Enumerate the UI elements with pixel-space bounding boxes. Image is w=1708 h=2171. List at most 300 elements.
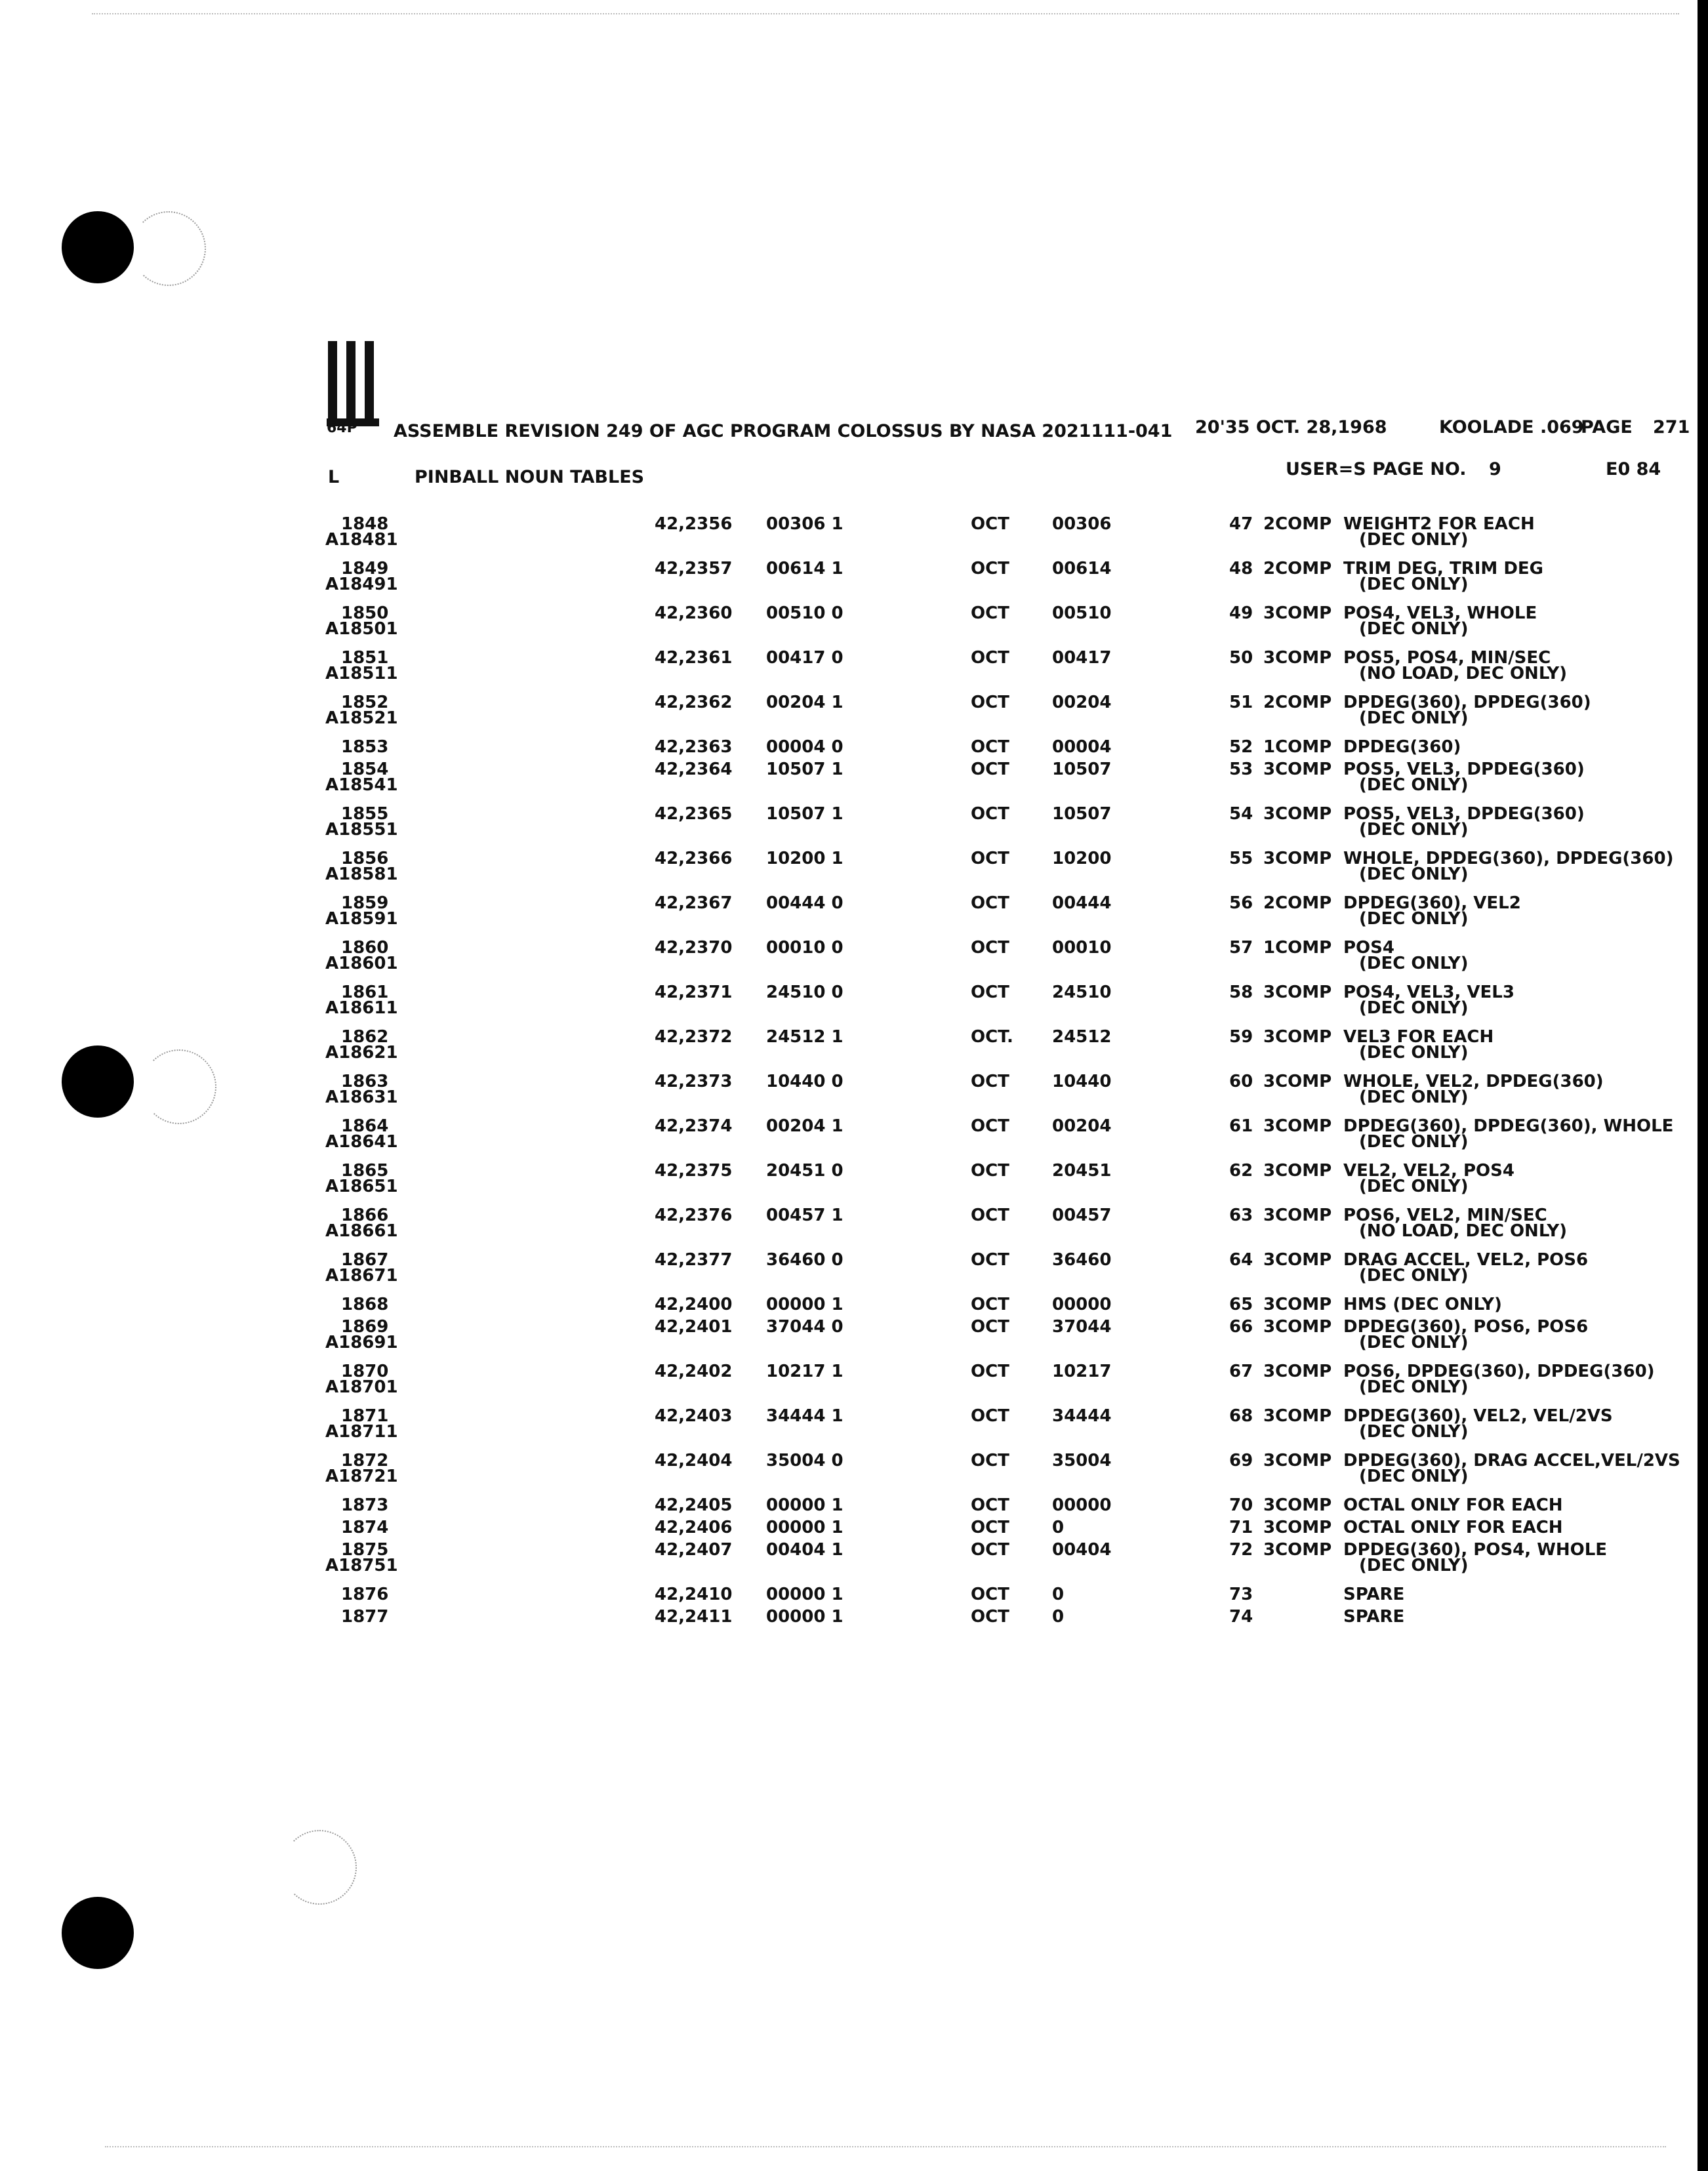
sequence-id: A18491 bbox=[325, 575, 398, 594]
address: 42,2373 bbox=[655, 1072, 733, 1091]
opcode: OCT bbox=[971, 737, 1009, 757]
noun-description: DPDEG(360), DPDEG(360) bbox=[1343, 693, 1591, 712]
component-count: 3COMP bbox=[1263, 760, 1332, 779]
component-count: 3COMP bbox=[1263, 849, 1332, 868]
address: 42,2370 bbox=[655, 938, 733, 958]
opcode: OCT bbox=[971, 1317, 1009, 1337]
opcode: OCT bbox=[971, 514, 1009, 534]
operand: 00444 bbox=[1052, 893, 1112, 913]
octal-value: 00510 0 bbox=[766, 603, 844, 623]
sequence-id: A18501 bbox=[325, 619, 398, 639]
opcode: OCT bbox=[971, 1607, 1009, 1627]
table-subrow bbox=[0, 909, 1708, 930]
operand: 20451 bbox=[1052, 1161, 1112, 1181]
opcode: OCT bbox=[971, 1250, 1009, 1270]
operand: 0 bbox=[1052, 1518, 1065, 1537]
line-number: 1876 bbox=[341, 1585, 389, 1604]
noun-note: (DEC ONLY) bbox=[1359, 1043, 1469, 1063]
noun-description: DPDEG(360), VEL2 bbox=[1343, 893, 1521, 913]
noun-note: (NO LOAD, DEC ONLY) bbox=[1359, 1221, 1568, 1241]
line-number: 1848 bbox=[341, 514, 389, 534]
table-subrow bbox=[0, 619, 1708, 640]
operand: 00417 bbox=[1052, 648, 1112, 668]
line-number: 1863 bbox=[341, 1072, 389, 1091]
component-count: 3COMP bbox=[1263, 1362, 1332, 1381]
operand: 00204 bbox=[1052, 693, 1112, 712]
octal-value: 34444 1 bbox=[766, 1406, 844, 1426]
header-stamp: 64P bbox=[327, 420, 357, 436]
line-number: 1861 bbox=[341, 983, 389, 1002]
noun-description: DPDEG(360), POS6, POS6 bbox=[1343, 1317, 1589, 1337]
opcode: OCT bbox=[971, 1451, 1009, 1471]
octal-value: 00417 0 bbox=[766, 648, 844, 668]
opcode: OCT bbox=[971, 938, 1009, 958]
opcode: OCT bbox=[971, 559, 1009, 578]
octal-value: 24512 1 bbox=[766, 1027, 844, 1047]
line-number: 1873 bbox=[341, 1495, 389, 1515]
octal-value: 00010 0 bbox=[766, 938, 844, 958]
operand: 0 bbox=[1052, 1607, 1065, 1627]
noun-number: 56 bbox=[1229, 893, 1253, 913]
octal-value: 00000 1 bbox=[766, 1607, 844, 1627]
line-number: 1854 bbox=[341, 760, 389, 779]
address: 42,2372 bbox=[655, 1027, 733, 1047]
table-subrow bbox=[0, 530, 1708, 551]
table-row bbox=[0, 737, 1708, 758]
component-count: 3COMP bbox=[1263, 1206, 1332, 1225]
noun-description: OCTAL ONLY FOR EACH bbox=[1343, 1518, 1563, 1537]
line-number: 1859 bbox=[341, 893, 389, 913]
address: 42,2356 bbox=[655, 514, 733, 534]
address: 42,2402 bbox=[655, 1362, 733, 1381]
component-count: 3COMP bbox=[1263, 1540, 1332, 1560]
address: 42,2410 bbox=[655, 1585, 733, 1604]
noun-note: (DEC ONLY) bbox=[1359, 998, 1469, 1018]
noun-note: (DEC ONLY) bbox=[1359, 1467, 1469, 1486]
line-number: 1872 bbox=[341, 1451, 389, 1471]
table-subrow bbox=[0, 1132, 1708, 1153]
noun-number: 69 bbox=[1229, 1451, 1253, 1471]
operand: 35004 bbox=[1052, 1451, 1112, 1471]
noun-number: 59 bbox=[1229, 1027, 1253, 1047]
line-number: 1851 bbox=[341, 648, 389, 668]
noun-description: POS6, VEL2, MIN/SEC bbox=[1343, 1206, 1547, 1225]
line-number: 1849 bbox=[341, 559, 389, 578]
table-subrow bbox=[0, 775, 1708, 796]
sequence-id: A18641 bbox=[325, 1132, 398, 1152]
header-koolade: KOOLADE .069 bbox=[1439, 417, 1584, 437]
component-count: 3COMP bbox=[1263, 1295, 1332, 1314]
operand: 00510 bbox=[1052, 603, 1112, 623]
component-count: 3COMP bbox=[1263, 648, 1332, 668]
noun-number: 53 bbox=[1229, 760, 1253, 779]
opcode: OCT bbox=[971, 760, 1009, 779]
line-number: 1862 bbox=[341, 1027, 389, 1047]
noun-number: 54 bbox=[1229, 804, 1253, 824]
table-subrow bbox=[0, 1266, 1708, 1287]
noun-description: POS5, VEL3, DPDEG(360) bbox=[1343, 760, 1585, 779]
operand: 00010 bbox=[1052, 938, 1112, 958]
operand: 00004 bbox=[1052, 737, 1112, 757]
noun-number: 61 bbox=[1229, 1116, 1253, 1136]
noun-number: 70 bbox=[1229, 1495, 1253, 1515]
noun-number: 74 bbox=[1229, 1607, 1253, 1627]
noun-description: VEL2, VEL2, POS4 bbox=[1343, 1161, 1515, 1181]
header-page-number: 271 bbox=[1653, 417, 1690, 437]
operand: 10217 bbox=[1052, 1362, 1112, 1381]
table-row bbox=[0, 1495, 1708, 1516]
octal-value: 00444 0 bbox=[766, 893, 844, 913]
address: 42,2357 bbox=[655, 559, 733, 578]
octal-value: 00000 1 bbox=[766, 1585, 844, 1604]
component-count: 2COMP bbox=[1263, 514, 1332, 534]
address: 42,2362 bbox=[655, 693, 733, 712]
octal-value: 00204 1 bbox=[766, 693, 844, 712]
noun-number: 66 bbox=[1229, 1317, 1253, 1337]
noun-description: SPARE bbox=[1343, 1607, 1405, 1627]
noun-note: (DEC ONLY) bbox=[1359, 1556, 1469, 1575]
operand: 0 bbox=[1052, 1585, 1065, 1604]
address: 42,2404 bbox=[655, 1451, 733, 1471]
listing-marker: L bbox=[328, 467, 340, 487]
address: 42,2361 bbox=[655, 648, 733, 668]
address: 42,2366 bbox=[655, 849, 733, 868]
sequence-id: A18691 bbox=[325, 1333, 398, 1352]
sequence-id: A18591 bbox=[325, 909, 398, 929]
noun-note: (DEC ONLY) bbox=[1359, 909, 1469, 929]
sequence-id: A18701 bbox=[325, 1377, 398, 1397]
line-number: 1865 bbox=[341, 1161, 389, 1181]
noun-description: TRIM DEG, TRIM DEG bbox=[1343, 559, 1544, 578]
opcode: OCT bbox=[971, 1161, 1009, 1181]
table-subrow bbox=[0, 1333, 1708, 1354]
line-number: 1867 bbox=[341, 1250, 389, 1270]
table-subrow bbox=[0, 1087, 1708, 1108]
punch-hole-shadow-top bbox=[131, 211, 206, 286]
opcode: OCT bbox=[971, 1585, 1009, 1604]
noun-note: (DEC ONLY) bbox=[1359, 1422, 1469, 1442]
address: 42,2403 bbox=[655, 1406, 733, 1426]
sequence-id: A18541 bbox=[325, 775, 398, 795]
component-count: 3COMP bbox=[1263, 804, 1332, 824]
line-number: 1874 bbox=[341, 1518, 389, 1537]
noun-number: 63 bbox=[1229, 1206, 1253, 1225]
component-count: 3COMP bbox=[1263, 1161, 1332, 1181]
line-number: 1850 bbox=[341, 603, 389, 623]
component-count: 3COMP bbox=[1263, 1495, 1332, 1515]
noun-number: 50 bbox=[1229, 648, 1253, 668]
noun-number: 67 bbox=[1229, 1362, 1253, 1381]
noun-note: (DEC ONLY) bbox=[1359, 1087, 1469, 1107]
noun-description: WHOLE, VEL2, DPDEG(360) bbox=[1343, 1072, 1604, 1091]
sequence-id: A18751 bbox=[325, 1556, 398, 1575]
line-number: 1853 bbox=[341, 737, 389, 757]
operand: 00614 bbox=[1052, 559, 1112, 578]
table-row bbox=[0, 1518, 1708, 1539]
address: 42,2401 bbox=[655, 1317, 733, 1337]
header-timestamp: 20'35 OCT. 28,1968 bbox=[1195, 417, 1387, 437]
operand: 00457 bbox=[1052, 1206, 1112, 1225]
sequence-id: A18631 bbox=[325, 1087, 398, 1107]
noun-note: (DEC ONLY) bbox=[1359, 575, 1469, 594]
octal-value: 10200 1 bbox=[766, 849, 844, 868]
line-number: 1856 bbox=[341, 849, 389, 868]
component-count: 3COMP bbox=[1263, 1406, 1332, 1426]
address: 42,2407 bbox=[655, 1540, 733, 1560]
table-subrow bbox=[0, 1177, 1708, 1198]
address: 42,2411 bbox=[655, 1607, 733, 1627]
address: 42,2371 bbox=[655, 983, 733, 1002]
sequence-id: A18721 bbox=[325, 1467, 398, 1486]
noun-note: (DEC ONLY) bbox=[1359, 864, 1469, 884]
operand: 00000 bbox=[1052, 1295, 1112, 1314]
opcode: OCT bbox=[971, 849, 1009, 868]
opcode: OCT bbox=[971, 1116, 1009, 1136]
noun-note: (DEC ONLY) bbox=[1359, 1333, 1469, 1352]
component-count: 3COMP bbox=[1263, 1072, 1332, 1091]
noun-description: SPARE bbox=[1343, 1585, 1405, 1604]
component-count: 3COMP bbox=[1263, 603, 1332, 623]
octal-value: 00000 1 bbox=[766, 1295, 844, 1314]
noun-number: 73 bbox=[1229, 1585, 1253, 1604]
octal-value: 10440 0 bbox=[766, 1072, 844, 1091]
line-number: 1864 bbox=[341, 1116, 389, 1136]
operand: 10440 bbox=[1052, 1072, 1112, 1091]
header-eo: E0 84 bbox=[1606, 459, 1661, 479]
noun-note: (DEC ONLY) bbox=[1359, 708, 1469, 728]
sequence-id: A18711 bbox=[325, 1422, 398, 1442]
noun-number: 48 bbox=[1229, 559, 1253, 578]
punch-hole-bottom bbox=[62, 1897, 134, 1969]
component-count: 3COMP bbox=[1263, 1518, 1332, 1537]
sequence-id: A18621 bbox=[325, 1043, 398, 1063]
user-page-number: 9 bbox=[1489, 459, 1501, 479]
table-subrow bbox=[0, 1467, 1708, 1488]
table-subrow bbox=[0, 664, 1708, 685]
sequence-id: A18511 bbox=[325, 664, 398, 683]
operand: 37044 bbox=[1052, 1317, 1112, 1337]
line-number: 1860 bbox=[341, 938, 389, 958]
line-number: 1871 bbox=[341, 1406, 389, 1426]
sequence-id: A18581 bbox=[325, 864, 398, 884]
noun-description: WHOLE, DPDEG(360), DPDEG(360) bbox=[1343, 849, 1674, 868]
operand: 24510 bbox=[1052, 983, 1112, 1002]
operand: 34444 bbox=[1052, 1406, 1112, 1426]
noun-number: 68 bbox=[1229, 1406, 1253, 1426]
noun-note: (DEC ONLY) bbox=[1359, 820, 1469, 840]
header-title: ASSEMBLE REVISION 249 OF AGC PROGRAM COLOSSUS BY NASA 2021111-041 bbox=[394, 421, 1173, 441]
noun-number: 49 bbox=[1229, 603, 1253, 623]
opcode: OCT bbox=[971, 983, 1009, 1002]
component-count: 3COMP bbox=[1263, 1116, 1332, 1136]
table-subrow bbox=[0, 998, 1708, 1019]
opcode: OCT bbox=[971, 1295, 1009, 1314]
operand: 24512 bbox=[1052, 1027, 1112, 1047]
table-subrow bbox=[0, 708, 1708, 729]
component-count: 2COMP bbox=[1263, 559, 1332, 578]
noun-number: 57 bbox=[1229, 938, 1253, 958]
octal-value: 00457 1 bbox=[766, 1206, 844, 1225]
octal-value: 37044 0 bbox=[766, 1317, 844, 1337]
noun-description: DRAG ACCEL, VEL2, POS6 bbox=[1343, 1250, 1589, 1270]
component-count: 1COMP bbox=[1263, 737, 1332, 757]
address: 42,2406 bbox=[655, 1518, 733, 1537]
noun-number: 52 bbox=[1229, 737, 1253, 757]
table-subrow bbox=[0, 1043, 1708, 1064]
punch-hole-top bbox=[62, 211, 134, 283]
noun-number: 64 bbox=[1229, 1250, 1253, 1270]
octal-value: 00614 1 bbox=[766, 559, 844, 578]
octal-value: 20451 0 bbox=[766, 1161, 844, 1181]
component-count: 2COMP bbox=[1263, 893, 1332, 913]
component-count: 3COMP bbox=[1263, 1027, 1332, 1047]
octal-value: 36460 0 bbox=[766, 1250, 844, 1270]
header-page-label: PAGE bbox=[1581, 417, 1633, 437]
noun-description: OCTAL ONLY FOR EACH bbox=[1343, 1495, 1563, 1515]
table-subrow bbox=[0, 954, 1708, 975]
user-page-label: USER=S PAGE NO. bbox=[1286, 459, 1467, 479]
address: 42,2360 bbox=[655, 603, 733, 623]
component-count: 2COMP bbox=[1263, 693, 1332, 712]
component-count: 3COMP bbox=[1263, 983, 1332, 1002]
address: 42,2374 bbox=[655, 1116, 733, 1136]
opcode: OCT bbox=[971, 693, 1009, 712]
noun-description: DPDEG(360) bbox=[1343, 737, 1461, 757]
line-number: 1870 bbox=[341, 1362, 389, 1381]
address: 42,2367 bbox=[655, 893, 733, 913]
opcode: OCT bbox=[971, 1518, 1009, 1537]
table-row bbox=[0, 1607, 1708, 1628]
noun-description: DPDEG(360), VEL2, VEL/2VS bbox=[1343, 1406, 1613, 1426]
table-row bbox=[0, 1295, 1708, 1316]
opcode: OCT bbox=[971, 804, 1009, 824]
sequence-id: A18481 bbox=[325, 530, 398, 550]
address: 42,2363 bbox=[655, 737, 733, 757]
opcode: OCT. bbox=[971, 1027, 1013, 1047]
opcode: OCT bbox=[971, 1072, 1009, 1091]
noun-number: 72 bbox=[1229, 1540, 1253, 1560]
noun-number: 58 bbox=[1229, 983, 1253, 1002]
noun-description: DPDEG(360), DRAG ACCEL,VEL/2VS bbox=[1343, 1451, 1680, 1471]
opcode: OCT bbox=[971, 1540, 1009, 1560]
table-subrow bbox=[0, 1422, 1708, 1443]
noun-description: POS4, VEL3, WHOLE bbox=[1343, 603, 1537, 623]
noun-description: POS5, VEL3, DPDEG(360) bbox=[1343, 804, 1585, 824]
opcode: OCT bbox=[971, 893, 1009, 913]
noun-note: (DEC ONLY) bbox=[1359, 619, 1469, 639]
address: 42,2400 bbox=[655, 1295, 733, 1314]
noun-number: 51 bbox=[1229, 693, 1253, 712]
sequence-id: A18661 bbox=[325, 1221, 398, 1241]
noun-number: 65 bbox=[1229, 1295, 1253, 1314]
operand: 10507 bbox=[1052, 760, 1112, 779]
operand: 00000 bbox=[1052, 1495, 1112, 1515]
sequence-id: A18521 bbox=[325, 708, 398, 728]
address: 42,2364 bbox=[655, 760, 733, 779]
noun-note: (DEC ONLY) bbox=[1359, 1177, 1469, 1196]
noun-description: POS6, DPDEG(360), DPDEG(360) bbox=[1343, 1362, 1655, 1381]
octal-value: 24510 0 bbox=[766, 983, 844, 1002]
opcode: OCT bbox=[971, 1406, 1009, 1426]
table-subrow bbox=[0, 1556, 1708, 1577]
noun-description: WEIGHT2 FOR EACH bbox=[1343, 514, 1535, 534]
operand: 36460 bbox=[1052, 1250, 1112, 1270]
noun-note: (DEC ONLY) bbox=[1359, 954, 1469, 973]
table-row bbox=[0, 1585, 1708, 1606]
line-number: 1869 bbox=[341, 1317, 389, 1337]
line-number: 1877 bbox=[341, 1607, 389, 1627]
noun-description: HMS (DEC ONLY) bbox=[1343, 1295, 1502, 1314]
table-subrow bbox=[0, 864, 1708, 885]
noun-description: DPDEG(360), DPDEG(360), WHOLE bbox=[1343, 1116, 1674, 1136]
noun-note: (NO LOAD, DEC ONLY) bbox=[1359, 664, 1568, 683]
noun-description: POS4, VEL3, VEL3 bbox=[1343, 983, 1515, 1002]
perforation-edge-bottom bbox=[105, 2146, 1666, 2147]
noun-note: (DEC ONLY) bbox=[1359, 530, 1469, 550]
line-number: 1855 bbox=[341, 804, 389, 824]
line-number: 1875 bbox=[341, 1540, 389, 1560]
opcode: OCT bbox=[971, 648, 1009, 668]
component-count: 3COMP bbox=[1263, 1317, 1332, 1337]
address: 42,2405 bbox=[655, 1495, 733, 1515]
line-number: 1866 bbox=[341, 1206, 389, 1225]
table-subrow bbox=[0, 820, 1708, 841]
table-subrow bbox=[0, 575, 1708, 596]
operand: 00306 bbox=[1052, 514, 1112, 534]
noun-note: (DEC ONLY) bbox=[1359, 1266, 1469, 1286]
noun-number: 62 bbox=[1229, 1161, 1253, 1181]
noun-number: 71 bbox=[1229, 1518, 1253, 1537]
component-count: 1COMP bbox=[1263, 938, 1332, 958]
octal-value: 00404 1 bbox=[766, 1540, 844, 1560]
noun-description: POS4 bbox=[1343, 938, 1394, 958]
noun-description: VEL3 FOR EACH bbox=[1343, 1027, 1494, 1047]
opcode: OCT bbox=[971, 1362, 1009, 1381]
table-subrow bbox=[0, 1221, 1708, 1242]
noun-description: POS5, POS4, MIN/SEC bbox=[1343, 648, 1551, 668]
operand: 00404 bbox=[1052, 1540, 1112, 1560]
operand: 10200 bbox=[1052, 849, 1112, 868]
address: 42,2377 bbox=[655, 1250, 733, 1270]
octal-value: 10507 1 bbox=[766, 760, 844, 779]
address: 42,2365 bbox=[655, 804, 733, 824]
noun-note: (DEC ONLY) bbox=[1359, 1377, 1469, 1397]
octal-value: 00004 0 bbox=[766, 737, 844, 757]
sequence-id: A18671 bbox=[325, 1266, 398, 1286]
noun-description: DPDEG(360), POS4, WHOLE bbox=[1343, 1540, 1608, 1560]
address: 42,2375 bbox=[655, 1161, 733, 1181]
octal-value: 10217 1 bbox=[766, 1362, 844, 1381]
octal-value: 10507 1 bbox=[766, 804, 844, 824]
line-number: 1852 bbox=[341, 693, 389, 712]
perforation-edge-top bbox=[92, 13, 1679, 14]
address: 42,2376 bbox=[655, 1206, 733, 1225]
opcode: OCT bbox=[971, 1206, 1009, 1225]
octal-value: 00000 1 bbox=[766, 1518, 844, 1537]
punch-hole-shadow-bottom bbox=[282, 1830, 357, 1905]
octal-value: 00204 1 bbox=[766, 1116, 844, 1136]
operand: 00204 bbox=[1052, 1116, 1112, 1136]
section-title: PINBALL NOUN TABLES bbox=[415, 467, 645, 487]
octal-value: 00306 1 bbox=[766, 514, 844, 534]
opcode: OCT bbox=[971, 1495, 1009, 1515]
noun-note: (DEC ONLY) bbox=[1359, 775, 1469, 795]
opcode: OCT bbox=[971, 603, 1009, 623]
operand: 10507 bbox=[1052, 804, 1112, 824]
noun-number: 55 bbox=[1229, 849, 1253, 868]
sequence-id: A18611 bbox=[325, 998, 398, 1018]
sequence-id: A18601 bbox=[325, 954, 398, 973]
